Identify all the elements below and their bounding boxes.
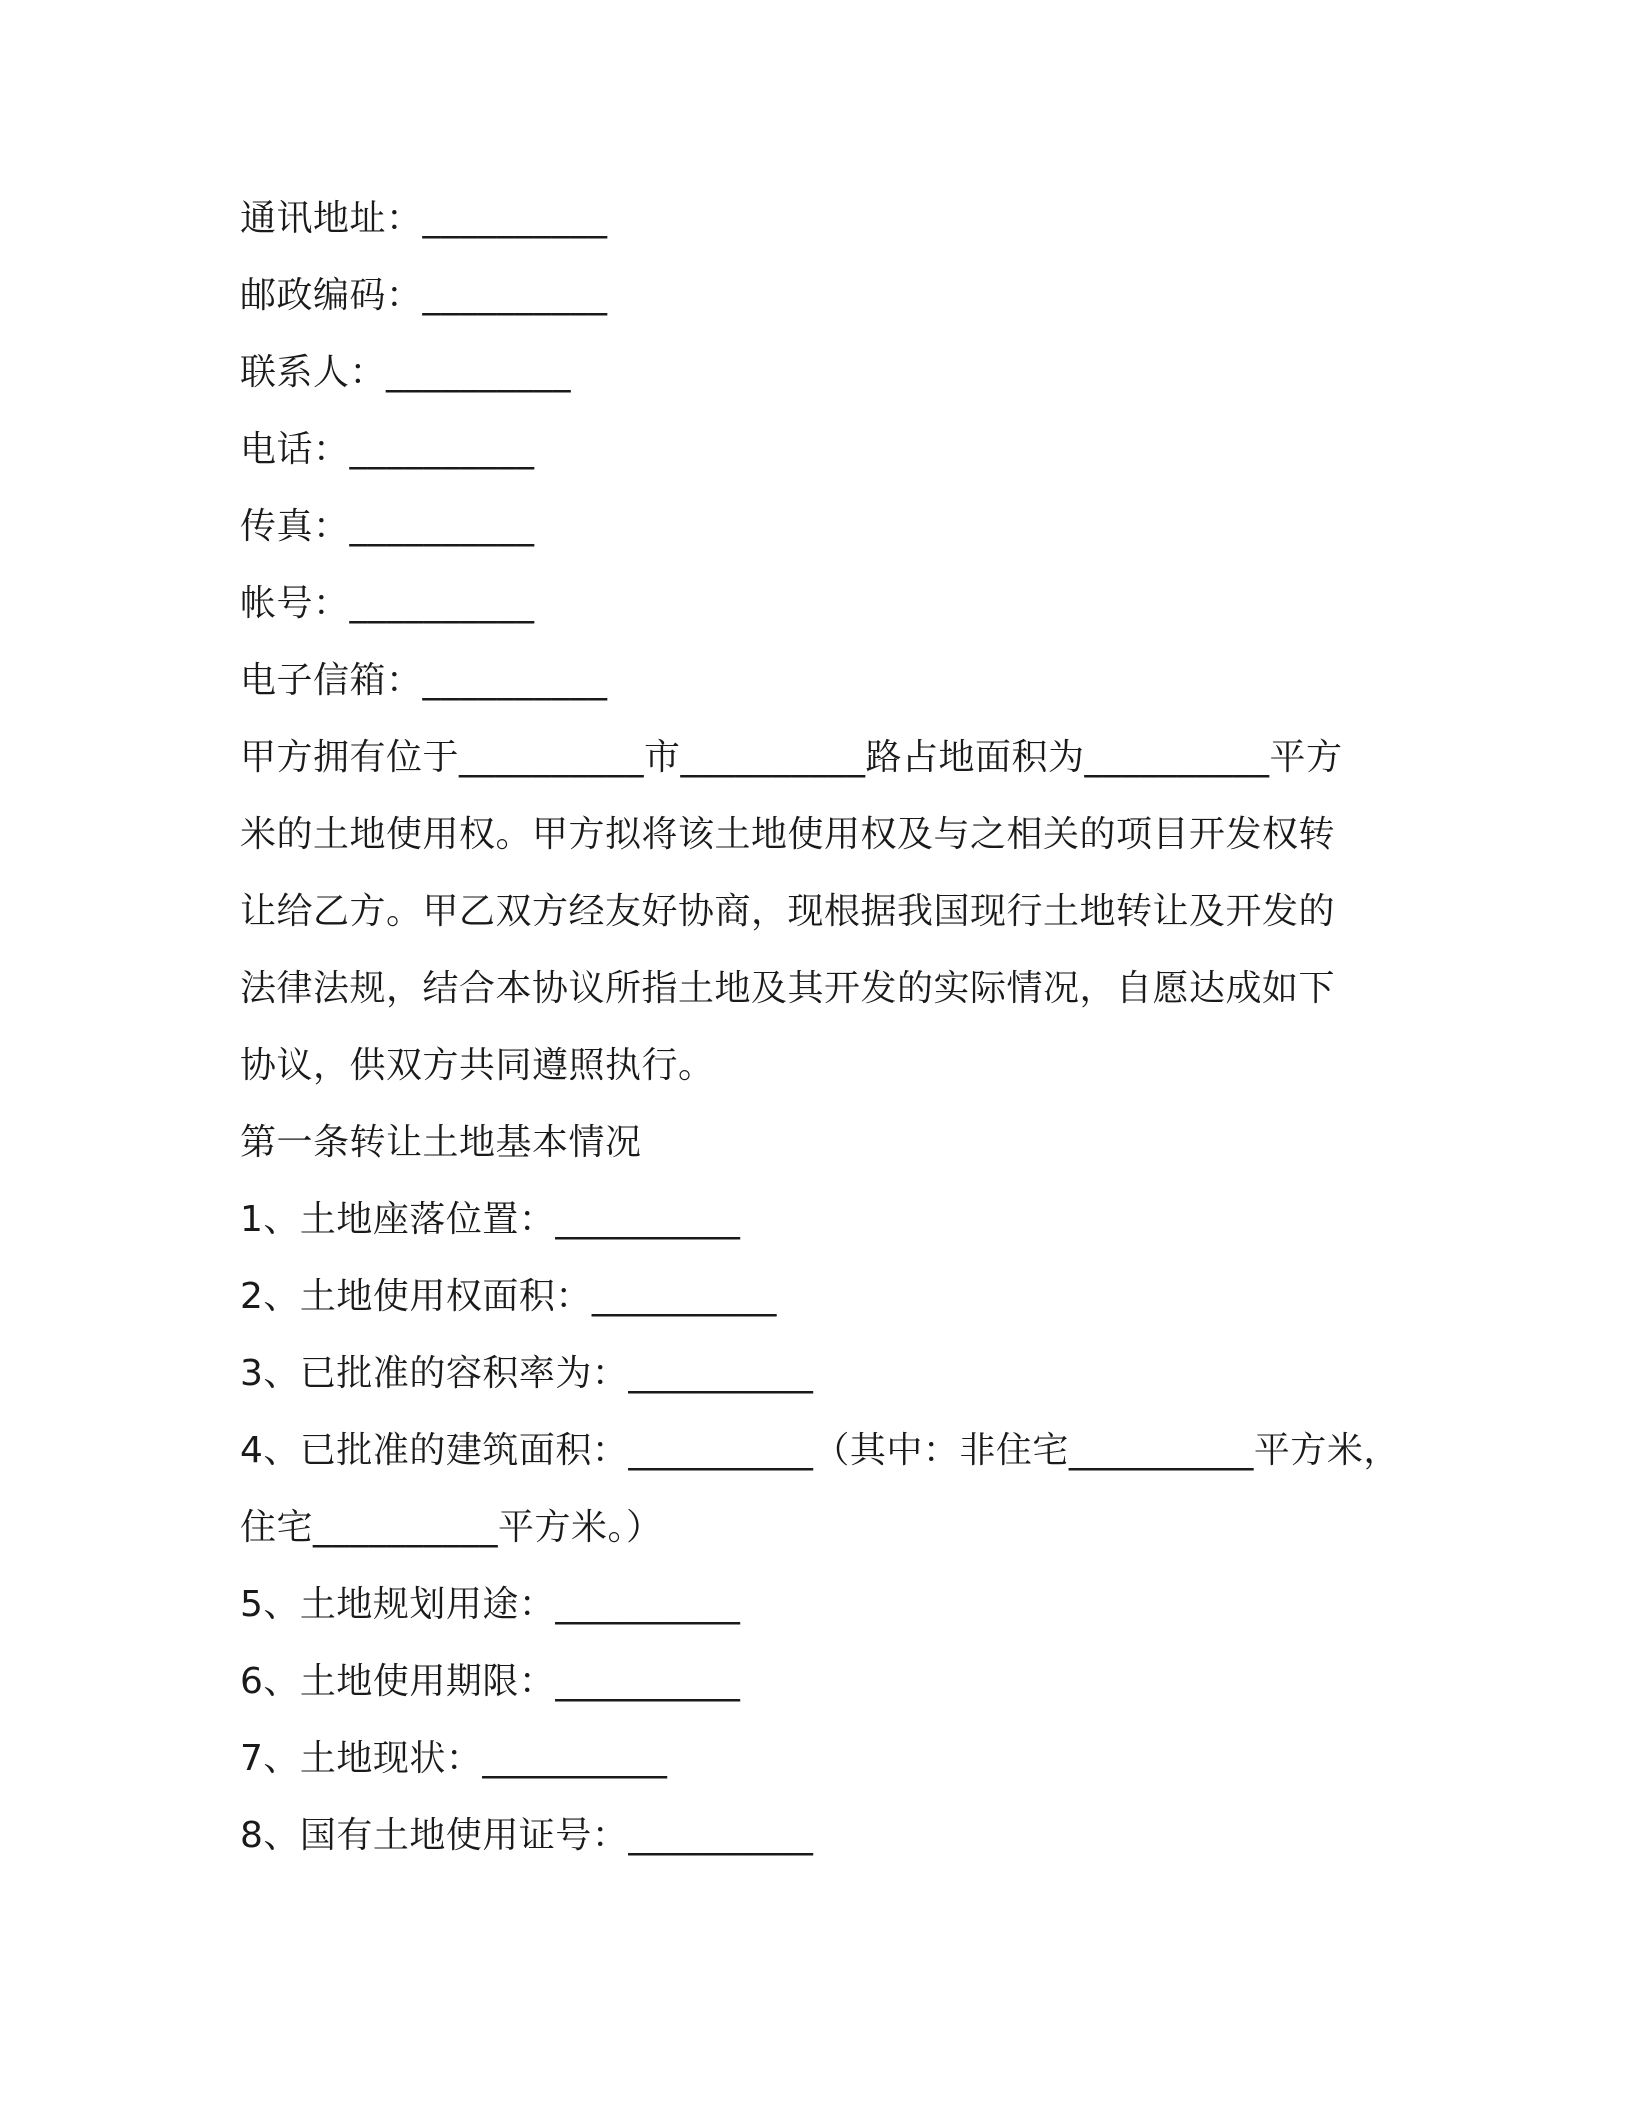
postal-code-field-line: 邮政编码：__________ — [240, 275, 608, 316]
document-page — [240, 180, 1410, 1874]
phone-field-line: 电话：__________ — [240, 429, 535, 470]
plot-ratio-item: 3、已批准的容积率为：__________ — [240, 1353, 814, 1394]
address-field-line: 通讯地址：__________ — [240, 198, 608, 239]
preamble-line-1: 甲方拥有位于__________市__________路占地面积为__________平方 — [240, 737, 1343, 778]
contact-person-field-line: 联系人：__________ — [240, 352, 572, 393]
article-one-heading: 第一条转让土地基本情况 — [240, 1122, 642, 1163]
preamble-line-3: 让给乙方。甲乙双方经友好协商，现根据我国现行土地转让及开发的 — [240, 891, 1336, 932]
preamble-line-2: 米的土地使用权。甲方拟将该土地使用权及与之相关的项目开发权转 — [240, 814, 1336, 855]
land-use-area-item: 2、土地使用权面积：__________ — [240, 1276, 777, 1317]
use-term-item: 6、土地使用期限：__________ — [240, 1661, 741, 1702]
fax-field-line: 传真：__________ — [240, 506, 535, 547]
email-field-line: 电子信箱：__________ — [240, 660, 608, 701]
land-certificate-item: 8、国有土地使用证号：__________ — [240, 1815, 814, 1856]
land-status-item: 7、土地现状：__________ — [240, 1738, 668, 1779]
preamble-line-4: 法律法规，结合本协议所指土地及其开发的实际情况，自愿达成如下 — [240, 968, 1336, 1009]
land-location-item: 1、土地座落位置：__________ — [240, 1199, 741, 1240]
planned-use-item: 5、土地规划用途：__________ — [240, 1584, 741, 1625]
account-field-line: 帐号：__________ — [240, 583, 535, 624]
preamble-line-5: 协议，供双方共同遵照执行。 — [240, 1045, 715, 1086]
building-area-item: 4、已批准的建筑面积：__________（其中：非住宅__________平方米， — [240, 1430, 1400, 1471]
building-area-item-continued: 住宅__________平方米。） — [240, 1507, 663, 1548]
